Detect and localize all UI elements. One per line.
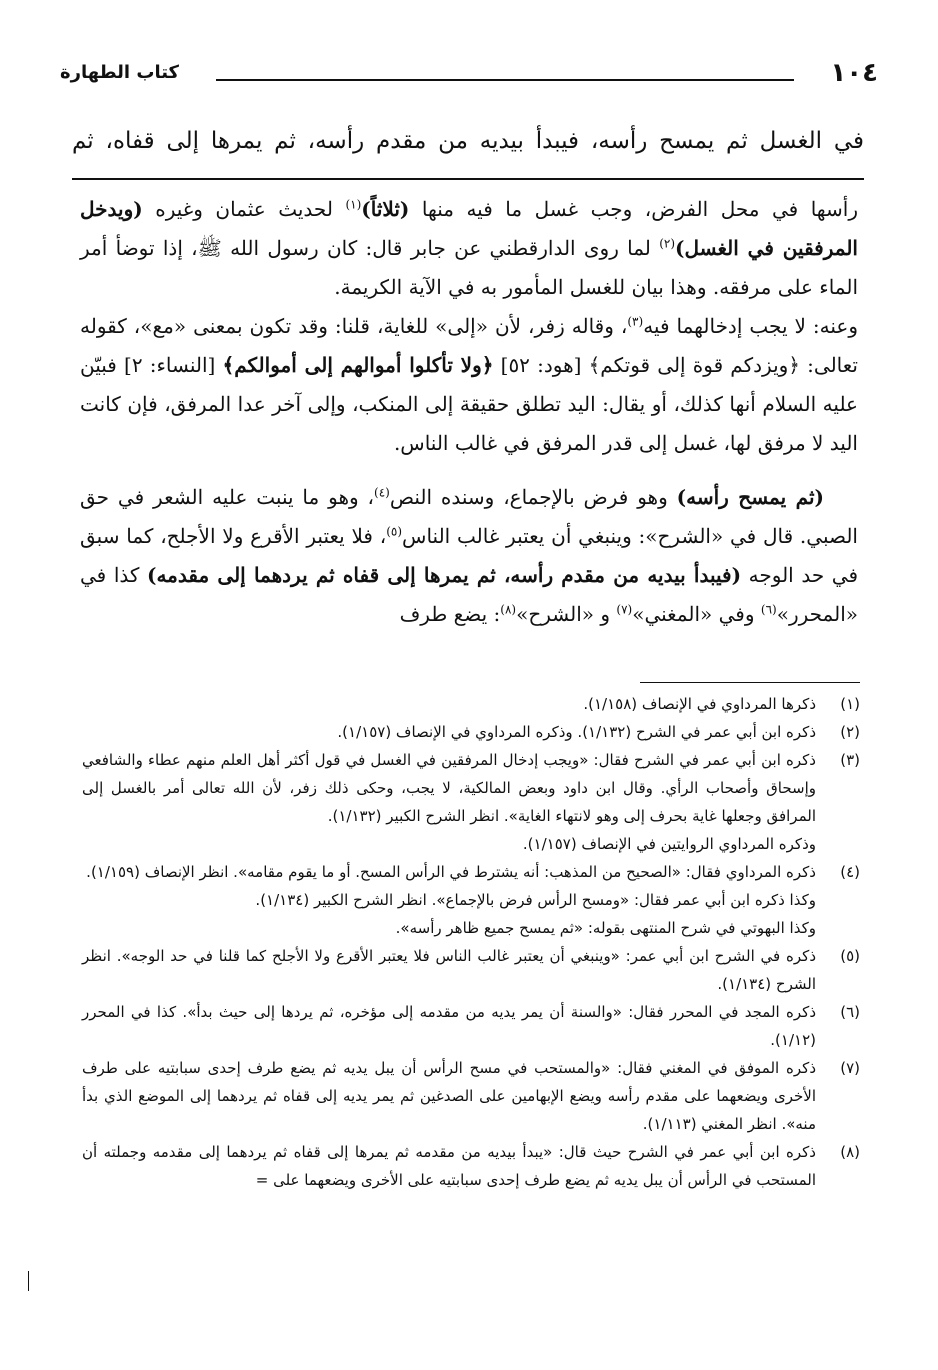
footnote-8: (٨) ذكره ابن أبي عمر في الشرح حيث قال: «يبدأ بيديه من مقدمه ثم يمرها إلى قفاه ثم يردهما إلى مقدمه وجملته أن المستحب في الرأس أن يبل يديه ثم يضع طرف إحدى سبابتيه على الأخرى ويضعهما على = bbox=[82, 1138, 860, 1194]
footnote-3: (٣) ذكره ابن أبي عمر في الشرح فقال: «ويجب إدخال المرفقين في الغسل في قول أكثر أهل العلم منهم عطاء والشافعي وإسحاق وأصحاب الرأي. وقال ابن داود وبعض المالكية، لا يجب، وحكى ذلك زفر، لأن الله تعالى أمر بالغسل إلى المرافق وجعلها غاية بحرف إلى وهو لانتهاء الغاية». انظر الشرح الكبير (١/١٣٢). bbox=[82, 746, 860, 830]
matn-quote: (ثلاثاً) bbox=[361, 197, 410, 221]
footnote-2: (٢) ذكره ابن أبي عمر في الشرح (١/١٣٢). وذكره المرداوي في الإنصاف (١/١٥٧). bbox=[82, 718, 860, 746]
footnote-ref: (٣) bbox=[627, 314, 644, 329]
running-title: كتاب الطهارة bbox=[60, 62, 180, 83]
footnote-7: (٧) ذكره الموفق في المغني فقال: «والمستحب في مسح الرأس أن يبل يديه ثم يضع طرف إحدى سبابتيه على طرف الأخرى ويضعهما على مقدم رأسه ويضع الإبهامين على الصدغين ثم يمر يديه إلى قفاه ثم يردهما إلى الموضع الذي بدأ منه». انظر المغني (١/١١٣). bbox=[82, 1054, 860, 1138]
footnote-ref: (٤) bbox=[374, 485, 390, 500]
footnote-3-continuation: وذكره المرداوي الروايتين في الإنصاف (١/١٥٧). bbox=[522, 835, 816, 853]
footnote-number: (١) bbox=[840, 695, 860, 713]
header-rule bbox=[216, 79, 794, 81]
footnote-ref: (٨) bbox=[500, 602, 517, 617]
footnote-4-continuation: وكذا ذكره ابن أبي عمر فقال: «ومسح الرأس فرض بالإجماع». انظر الشرح الكبير (١/١٣٤). bbox=[255, 891, 816, 909]
footnote-number: (٨) bbox=[840, 1143, 860, 1161]
page-number: ١٠٤ bbox=[830, 58, 878, 88]
footnote-ref: (٥) bbox=[386, 524, 403, 539]
page-header bbox=[60, 58, 878, 92]
matn-divider-rule bbox=[72, 178, 864, 180]
commentary-body bbox=[80, 190, 858, 634]
matn-quote: (فيبدأ بيديه من مقدم رأسه، ثم يمرها إلى قفاه ثم يردهما إلى مقدمه) bbox=[147, 563, 742, 587]
matn-quote: (ثم يمسح رأسه) bbox=[676, 485, 824, 509]
footnote-number: (٤) bbox=[840, 863, 860, 881]
footnote-6: (٦) ذكره المجد في المحرر فقال: «والسنة أن يمر يديه من مقدمه إلى مؤخره، ثم يردها إلى حيث بدأ». كذا في المحرر (١/١٢). bbox=[82, 998, 860, 1054]
footnote-number: (٣) bbox=[840, 751, 860, 769]
footnote-4-continuation: وكذا البهوتي في شرح المنتهى بقوله: «ثم يمسح جميع ظاهر رأسه». bbox=[395, 919, 816, 937]
margin-mark bbox=[28, 1271, 29, 1291]
footnotes bbox=[82, 690, 860, 1194]
matn-text-line: في الغسل ثم يمسح رأسه، فيبدأ بيديه من مقدم رأسه، ثم يمرها إلى قفاه، ثم bbox=[72, 128, 864, 154]
footnote-5: (٥) ذكره في الشرح ابن أبي عمر: «وينبغي أن يعتبر غالب الناس فلا يعتبر الأقرع ولا الأجلح كما قلنا في حد الوجه». انظر الشرح (١/١٣٤). bbox=[82, 942, 860, 998]
footnote-ref: (٢) bbox=[659, 236, 676, 251]
quran-quote: ﴿ولا تأكلوا أموالهم إلى أموالكم﴾ bbox=[222, 353, 494, 377]
footnote-ref: (١) bbox=[345, 197, 362, 212]
footnote-ref: (٧) bbox=[616, 602, 633, 617]
footnote-number: (٦) bbox=[840, 1003, 860, 1021]
matn-quote: (ويدخل المرفقين في الغسل) bbox=[80, 197, 858, 260]
footnote-4: (٤) ذكره المرداوي فقال: «الصحيح من المذهب: أنه يشترط في الرأس المسح. أو ما يقوم مقامه». انظر الإنصاف (١/١٥٩). bbox=[82, 858, 860, 886]
footnote-number: (٧) bbox=[840, 1059, 860, 1077]
paragraph-2: وعنه: لا يجب إدخالهما فيه$^{(٣)}$، وقاله زفر، لأن «إلى» للغاية، قلنا: وقد تكون بمعنى «مع»، كقوله تعالى: ﴿ويزدكم قوة إلى قوتكم﴾ [هود: ٥٢] ﴿ولا تأكلوا أموالهم إلى أموالكم﴾ [النساء: ٢] فبيّن عليه السلام أنها كذلك، أو يقال: اليد تطلق حقيقة إلى المنكب، وإلى آخر عدا المرفق، فإن كانت اليد لا مرفق لها، غسل إلى قدر المرفق في غالب الناس. bbox=[80, 314, 859, 455]
paragraph-1: رأسها في محل الفرض، وجب غسل ما فيه منها (ثلاثاً)$^{(١)}$ لحديث عثمان وغيره (ويدخل المرفقين في الغسل)$^{(٢)}$ لما روى الدارقطني عن جابر قال: كان رسول الله ﷺ، إذا توضأ أمر الماء على مرفقه. وهذا بيان للغسل المأمور به في الآية الكريمة. bbox=[80, 197, 859, 299]
footnote-1: (١) ذكرها المرداوي في الإنصاف (١/١٥٨). bbox=[82, 690, 860, 718]
paragraph-3: (ثم يمسح رأسه) وهو فرض بالإجماع، وسنده النص$^{(٤)}$، وهو ما ينبت عليه الشعر في حق الصبي. قال في «الشرح»: وينبغي أن يعتبر غالب الناس$^{(٥)}$، فلا يعتبر الأقرع ولا الأجلح، كما سبق في حد الوجه (فيبدأ بيديه من مقدم رأسه، ثم يمرها إلى قفاه ثم يردهما إلى مقدمه) كذا في «المحرر»$^{(٦)}$ وفي «المغني»$^{(٧)}$ و «الشرح»$^{(٨)}$: يضع طرف bbox=[80, 485, 859, 626]
footnote-number: (٢) bbox=[840, 723, 860, 741]
footnote-number: (٥) bbox=[840, 947, 860, 965]
footnote-ref: (٦) bbox=[760, 602, 777, 617]
footnote-separator bbox=[640, 682, 860, 683]
